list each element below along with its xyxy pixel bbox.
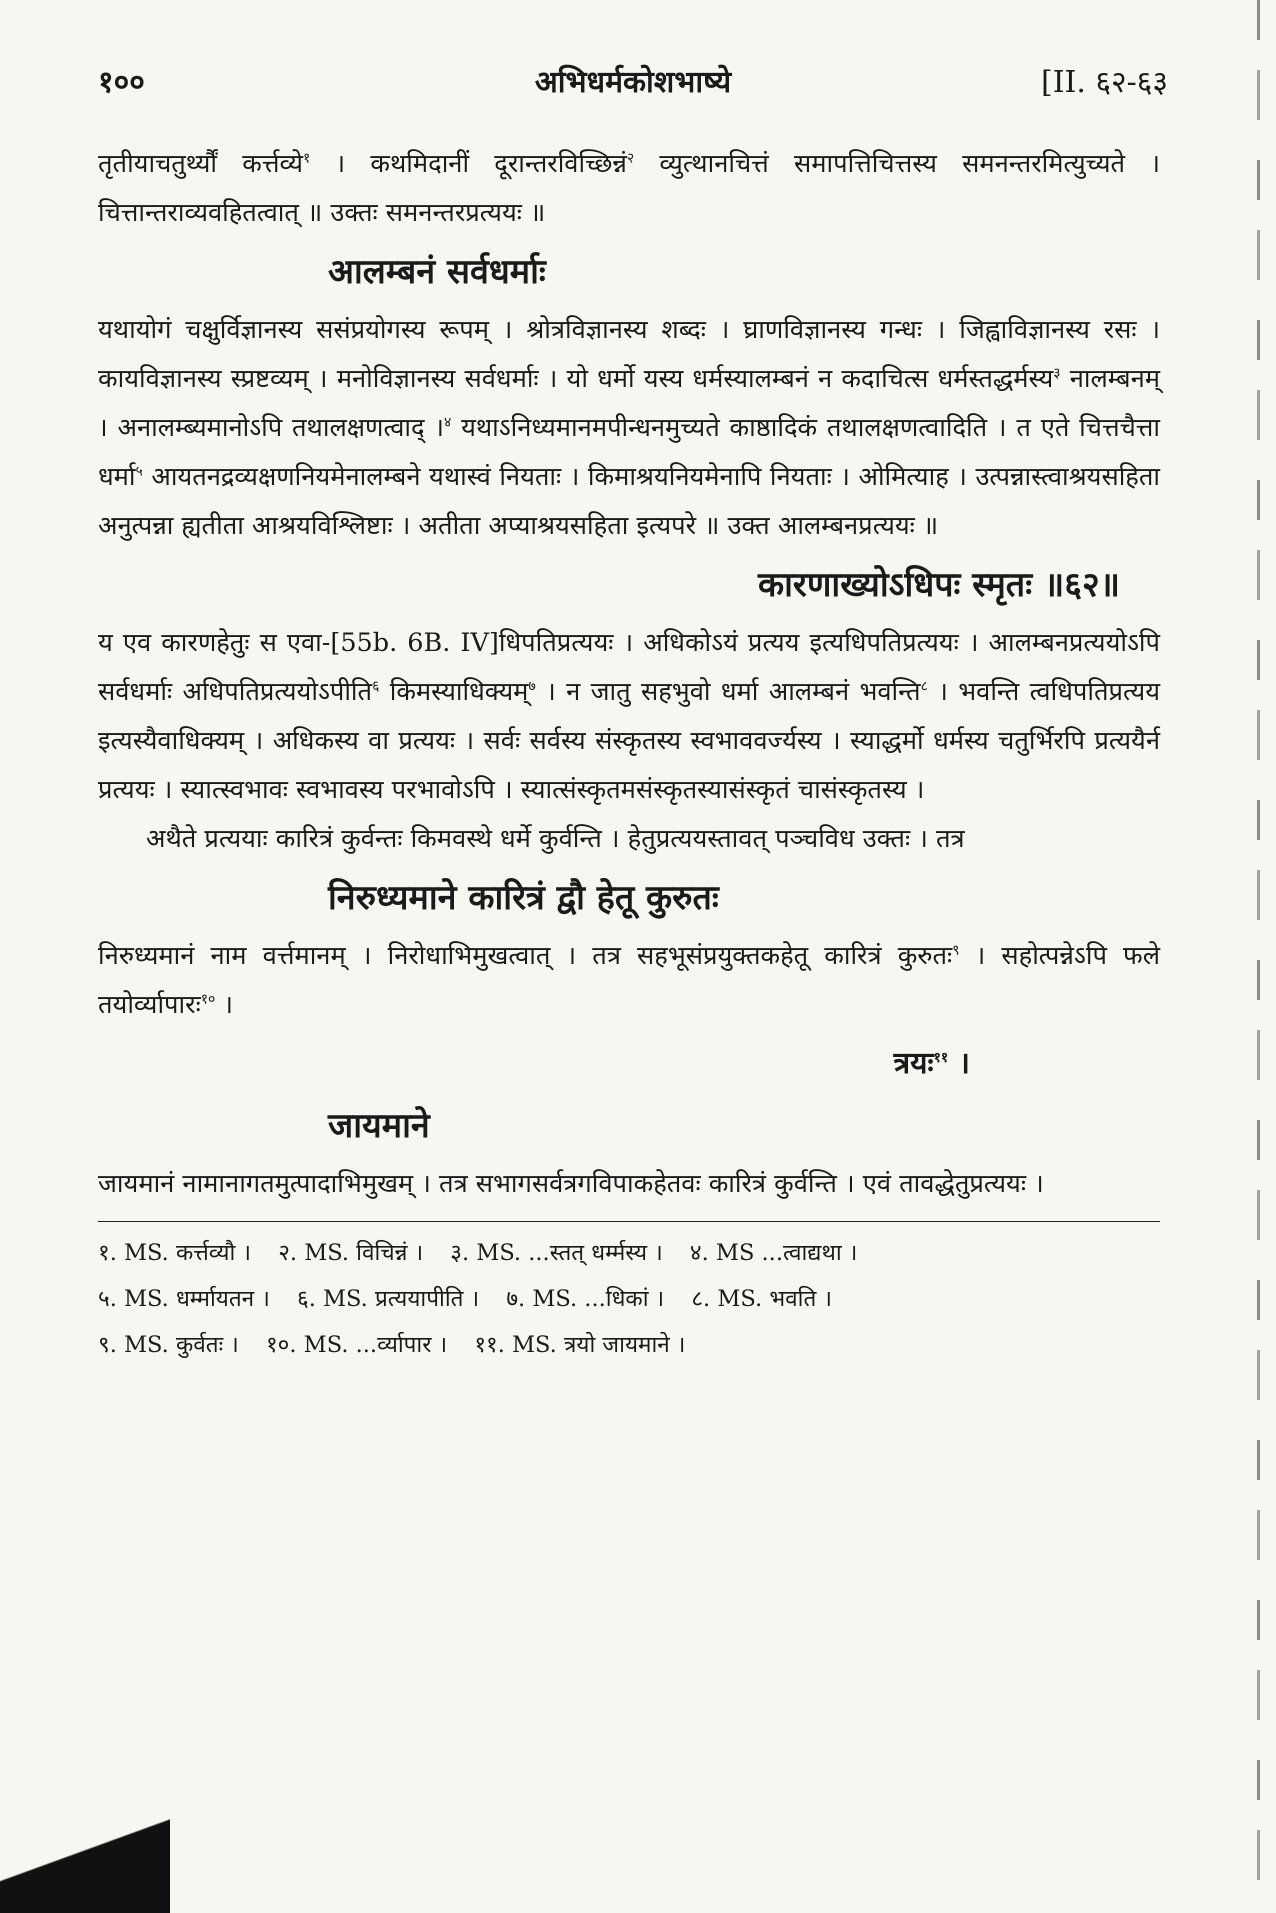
paragraph-2: यथायोगं चक्षुर्विज्ञानस्य ससंप्रयोगस्य रूपम् । श्रोत्रविज्ञानस्य शब्दः । घ्राणविज्ञानस्य गन्धः । जिह्वाविज्ञानस्य रसः । कायविज्ञानस्य स्प्रष्टव्यम् । मनोविज्ञानस्य सर्वधर्माः । यो धर्मो यस्य धर्मस्यालम्बनं न कदाचित्स धर्मस्तद्धर्मस्य$^३$ नालम्बनम् । अनालम्ब्यमानोऽपि तथालक्षणत्वाद् ।$^४$ यथाऽनिध्यमानमपीन्धनमुच्यते काष्ठादिकं तथालक्षणत्वादिति । त एते चित्तचैत्ता धर्मा$^५$ आयतनद्रव्यक्षणनियमेनालम्बने यथास्वं नियताः । किमाश्रयनियमेनापि नियताः । ओमित्याह । उत्पन्नास्त्वाश्रयसहिता अनुत्पन्ना ह्यतीता आश्रयविश्लिष्टाः । अतीता अप्याश्रयसहिता इत्यपरे ॥ उक्त आलम्बनप्रत्ययः ॥ <box>98 315 1160 541</box>
page-number: १०० <box>98 65 145 100</box>
paragraph-4: अथैते प्रत्ययाः कारित्रं कुर्वन्तः किमवस्थे धर्मे कुर्वन्ति । हेतुप्रत्ययस्तावत् पञ्चविध उक्तः । तत्र <box>146 824 965 854</box>
footnote-ref-8: ८ <box>920 678 928 695</box>
corner-shadow <box>0 1803 170 1913</box>
footnote-ref-4: ४ <box>444 414 452 431</box>
verse-nirudhyamane: निरुध्यमाने कारित्रं द्वौ हेतू कुरुतः <box>328 878 719 918</box>
footnote-ref-2: २ <box>626 150 635 167</box>
verse-jayamane: जायमाने <box>328 1106 430 1146</box>
footnote-8: ८. MS. भवति । <box>691 1286 832 1312</box>
section-range: [II. ६२-६३ <box>1040 65 1168 100</box>
footnote-ref-6: ६ <box>372 678 380 695</box>
paragraph-6: जायमानं नामानागतमुत्पादाभिमुखम् । तत्र सभागसर्वत्रगविपाकहेतवः कारित्रं कुर्वन्ति । एवं तावद्धेतुप्रत्ययः । <box>98 1169 1044 1199</box>
main-text <box>98 140 1160 1368</box>
footnote-7: ७. MS. ...धिकां । <box>506 1286 665 1312</box>
footnote-ref-7: ७ <box>528 678 536 695</box>
footnote-4: ४. MS ...त्वाद्यथा । <box>689 1240 858 1266</box>
paragraph-1: तृतीयाचतुर्थ्यौं कर्त्तव्ये$^१$ । कथमिदानीं दूरान्तरविच्छिन्नं$^२$ व्युत्थानचित्तं समापत्तिचित्तस्य समनन्तरमित्युच्यते । चित्तान्तराव्यवहितत्वात् ॥ उक्तः समनन्तरप्रत्ययः ॥ <box>98 149 1160 228</box>
footnote-10: १०. MS. ...र्व्यापार । <box>265 1332 448 1358</box>
footnotes <box>98 1230 1160 1368</box>
verse-trayah: त्रयः$^{११}$ । <box>893 1046 970 1081</box>
paragraph-5: निरुध्यमानं नाम वर्त्तमानम् । निरोधाभिमुखत्वात् । तत्र सहभूसंप्रयुक्तकहेतू कारित्रं कुरुतः$^९$ । सहोत्पन्नेऽपि फले तयोर्व्यापारः$^{१०}$ । <box>98 941 1161 1020</box>
verse-karanakhya: कारणाख्योऽधिपः स्मृतः ॥६२॥ <box>758 565 1120 605</box>
footnote-3: ३. MS. ...स्तत् धर्म्मस्य । <box>450 1240 663 1266</box>
footnote-2: २. MS. विचिन्नं । <box>278 1240 424 1266</box>
footnote-ref-1: १ <box>303 150 311 167</box>
verse-alambanam: आलम्बनं सर्वधर्माः <box>328 252 546 292</box>
footnote-9: ९. MS. कुर्वतः । <box>98 1332 239 1358</box>
footnote-ref-9: ९ <box>952 942 960 959</box>
footnote-ref-11: ११ <box>933 1050 949 1066</box>
footnote-ref-3: ३ <box>1053 365 1061 382</box>
footnote-divider <box>98 1221 1160 1222</box>
footnote-1: १. MS. कर्त्तव्यौ । <box>98 1240 252 1266</box>
footnote-ref-10: १० <box>200 991 216 1008</box>
running-title: अभिधर्मकोशभाष्ये <box>534 65 732 100</box>
paragraph-3: य एव कारणहेतुः स एवा-[55b. 6B. IV]धिपतिप्रत्ययः । अधिकोऽयं प्रत्यय इत्यधिपतिप्रत्ययः । आलम्बनप्रत्ययोऽपि सर्वधर्माः अधिपतिप्रत्ययोऽपीति$^६$ किमस्याधिक्यम्$^७$ । न जातु सहभुवो धर्मा आलम्बनं भवन्ति$^८$ । भवन्ति त्वधिपतिप्रत्यय इत्यस्यैवाधिक्यम् । अधिकस्य वा प्रत्ययः । सर्वः सर्वस्य संस्कृतस्य स्वभाववर्ज्यस्य । स्याद्धर्मो धर्मस्य चतुर्भिरपि प्रत्ययैर्न प्रत्ययः । स्यात्स्वभावः स्वभावस्य परभावोऽपि । स्यात्संस्कृतमसंस्कृतस्यासंस्कृतं चासंस्कृतस्य । <box>98 628 1161 805</box>
footnote-5: ५. MS. धर्म्मायतन । <box>98 1286 270 1312</box>
footnote-11: ११. MS. त्रयो जायमाने । <box>474 1332 686 1358</box>
footnote-6: ६. MS. प्रत्ययापीति । <box>297 1286 480 1312</box>
binding-edge <box>1257 0 1260 1913</box>
footnote-ref-5: ५ <box>135 463 143 480</box>
page-header <box>98 60 1168 110</box>
